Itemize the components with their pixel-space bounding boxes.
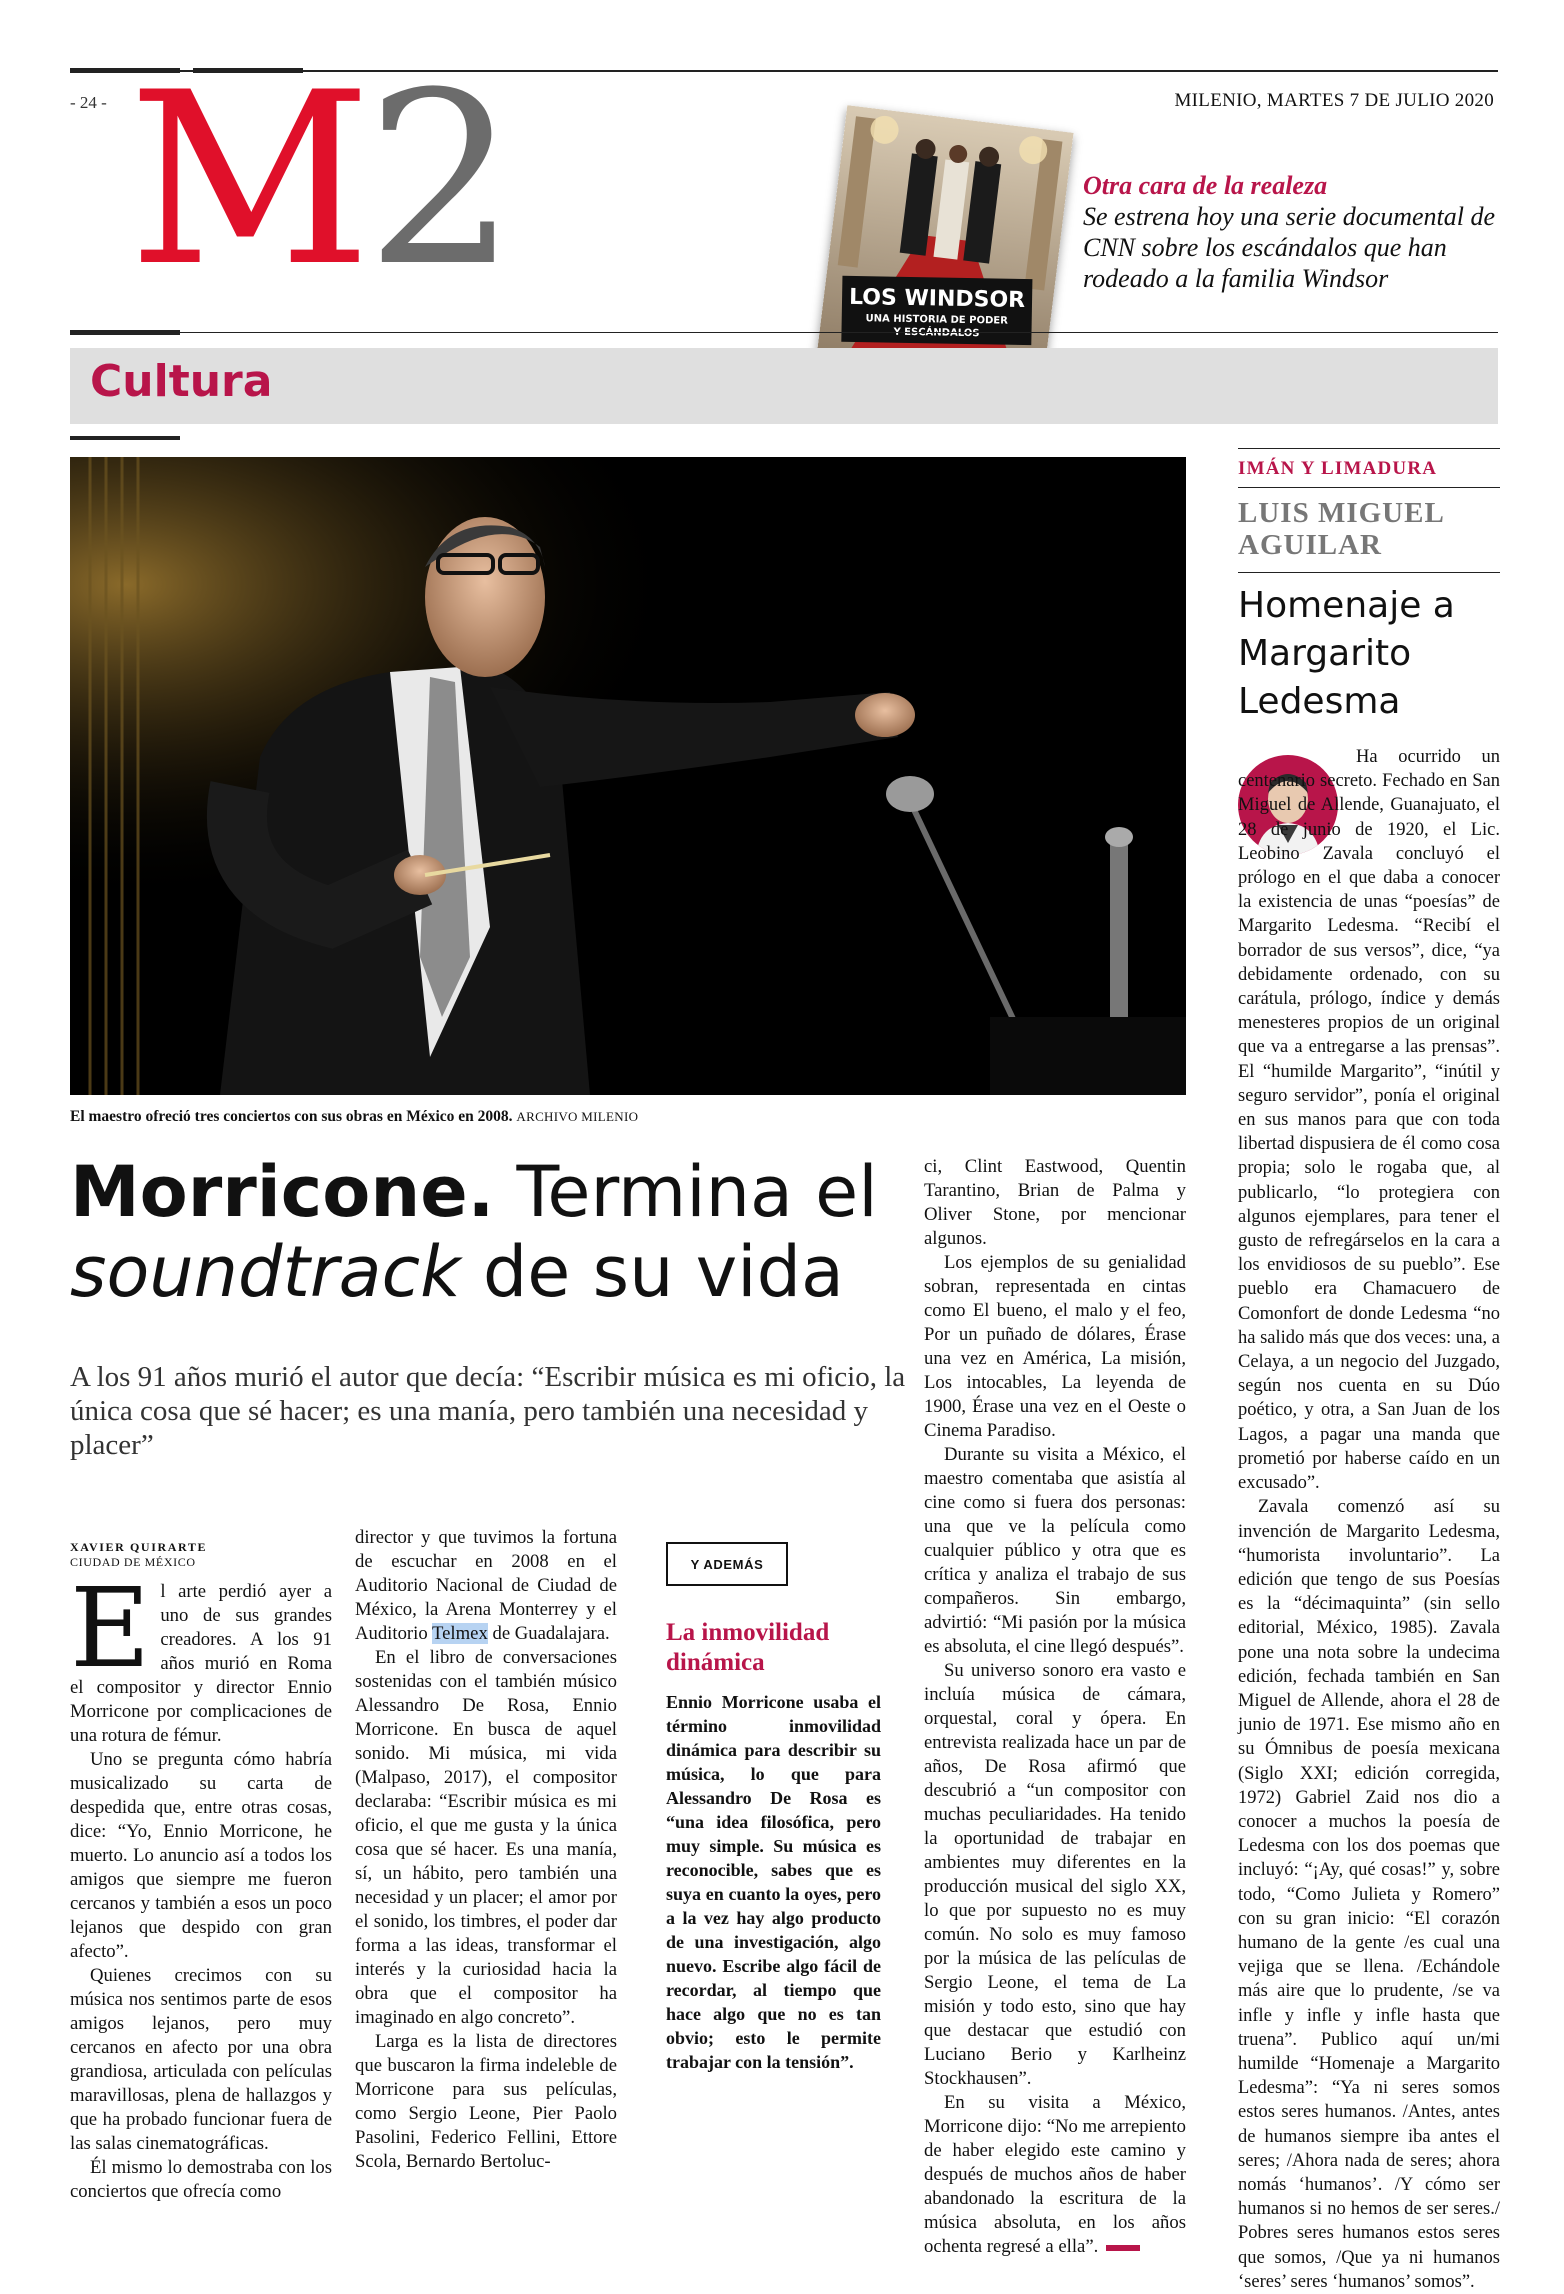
section-label: Cultura [90,356,273,407]
column-author: LUIS MIGUEL AGUILAR [1238,497,1444,561]
headline-rest-1: Termina el [516,1151,878,1233]
page-number: - 24 - [70,93,107,112]
sidebar-body: Ennio Morricone usaba el término inmovilidad dinámica para describir su música, lo que para Alessandro De Rosa es “una idea filosófica, pero muy simple. Su música es reconocible, sabes que es suya en cuanto la oyes, pero a la vez hay algo producto de una investigación, algo nuevo. Escribe algo fácil de recordar, al tiempo que hace algo que no es tan obvio; esto le permite trabajar con la tensión”. [666,1692,881,2072]
column-label-rule [1238,487,1500,488]
col3-paragraph-4: Su universo sonoro era vasto e incluía música de cámara, orquestal, coral y ópera. En entrevista realizada hace un par de años, De Rosa afirmó que descubrió a “un compositor con muchas peculiaridades. Ha tenido la oportunidad de trabajar en ambientes muy diferentes en la producción musical del siglo XX, lo que por supuesto no es muy común. No solo es muy famoso por la música de las películas de Sergio Leone, el tema de La misión y todo esto, sino que hay que destacar que estudió con Luciano Berio y Karlheinz Stockhausen”. [924,1660,1186,2089]
section-bottom-rule [70,436,180,440]
col3-paragraph-3: Durante su visita a México, el maestro comentaba que asistía al cine como si fuera dos personas: una que ve la película como cualquier público y otra que es crítica y analiza el trabajo de sus compañeros. Sin embargo, advirtió: “Mi pasión por la música es absoluta, el cine llegó después”. [924,1444,1186,1657]
byline: XAVIER QUIRARTE [70,1540,208,1554]
telmex-highlight[interactable]: Telmex [432,1623,488,1644]
teaser-kicker: Otra cara de la realeza [1083,171,1328,200]
col2-paragraph-2: En el libro de conversaciones sostenidas con el también músico Alessandro De Rosa, Ennio Morricone. En busca de aquel sonido. Mi música, mi vida (Malpaso, 2017), el compositor declaraba: “Escribir música es mi oficio, el que me gusta y la única cosa que sé hacer. Es una manía, sí, un hábito, pero también una necesidad y un placer; el amor por el sonido, los timbres, el poder dar forma a las ideas, transformar el interés y la curiosidad hacia la obra que el compositor ha imaginado en algo concreto”. [355,1647,617,2028]
col3-paragraph-5: En su visita a México, Morricone dijo: “No me arrepiento de haber elegido este camino y después de muchos años de haber abandonado la escritura de la música absoluta, en los años ochenta regresé a ella”. [924,2092,1186,2257]
issue-date: MILENIO, MARTES 7 DE JULIO 2020 [1174,90,1494,111]
y-ademas-badge: Y ADEMÁS [666,1542,788,1586]
teaser[interactable] [1083,170,1523,294]
col2-paragraph-1b: de Guadalajara. [492,1623,610,1644]
opinion-paragraph-1: Ha ocurrido un centenario secreto. Fechado en San Miguel de Allende, Guanajuato, el 28 de junio de 1920, el Lic. Leobino Zavala concluyó el prólogo en el que daba a conocer la existencia de unas “poesías” de Margarito Ledesma. “Recibí el borrador de sus versos”, dice, “ya debidamente ordenado, con su carátula, prólogo, índice y demás menesteres propios de un original que va a entregarse a las prensas”. El “humilde Margarito”, “inútil y seguro servidor”, ponía el original en sus manos para que con toda libertad dispusiera de él como cosa propia; solo le rogaba que, al publicarlo, “lo protegiera con algunos ejemplares, para tener el gusto de refregárselos en la cara a los envidiosos de su pueblo”. Ese pueblo era Chamacuero de Comonfort de donde Ledesma “no ha salido más que dos veces: una, a Celaya, a un negocio del Juzgado, según nos cuenta en su Dúo poético, y otra, a San Juan de los Lagos, a pagar una manda que prometió por haberse caído en un excusado”. [1238,747,1501,1494]
headline-italic: soundtrack [70,1231,461,1313]
masthead-bottom-thick [70,330,180,335]
column-label: IMÁN Y LIMADURA [1238,458,1438,479]
m2-logo [128,42,512,319]
cover-subtitle-1: UNA HISTORIA DE PODER [865,313,1008,327]
byline-city: CIUDAD DE MÉXICO [70,1555,196,1569]
article-column-2 [355,1526,617,2174]
cover-title: LOS WINDSOR [848,284,1026,313]
morricone-conducting-photo[interactable] [70,457,1186,1095]
col3-paragraph-1: ci, Clint Eastwood, Quentin Tarantino, Brian de Palma y Oliver Stone, por mencionar algunos. [924,1156,1186,1249]
photo-caption [70,1108,638,1126]
column-author-rule [1238,572,1500,573]
caption-text: El maestro ofreció tres conciertos con sus obras en México en 2008. [70,1108,513,1125]
end-mark [1106,2245,1140,2251]
col1-paragraph-1: l arte perdió ayer a uno de sus grandes creadores. A los 91 años murió en Roma el compositor y director Ennio Morricone por complicaciones de una rotura de fémur. [70,1581,332,1746]
col1-paragraph-4: Él mismo lo demostraba con los conciertos que ofrecía como [70,2157,332,2202]
headline-bold: Morricone. [70,1151,495,1233]
article-column-1 [70,1564,332,2204]
article-column-3 [924,1155,1186,2259]
logo-m: M [128,42,366,319]
logo-2: 2 [365,42,512,319]
masthead-bottom-rule [70,332,1498,333]
headline [70,1152,910,1312]
column-top-rule [1238,448,1500,449]
section-bar [70,348,1498,424]
col2-paragraph-3: Larga es la lista de directores que buscaron la firma indeleble de Morricone para sus películas, como Sergio Leone, Pier Paolo Pasolini, Federico Fellini, Ettore Scola, Bernardo Bertoluc- [355,2031,617,2172]
sidebar-title: La inmovilidad dinámica [666,1619,830,1676]
opinion-column-text [1238,745,1500,2294]
col1-paragraph-3: Quienes crecimos con su música nos sentimos parte de esos amigos lejanos, pero muy cercanos en afecto por una obra grandiosa, articulada con películas maravillosas, plena de hallazgos y que ha probado funcionar fuera de las salas cinematográficas. [70,1965,332,2154]
col3-paragraph-2: Los ejemplos de su genialidad sobran, representada en cintas como El bueno, el malo y el feo, Por un puñado de dólares, Érase una vez en América, La misión, Los intocables, La leyenda de 1900, Érase una vez en el Oeste o Cinema Paradiso. [924,1252,1186,1441]
column-title: Homenaje a Margarito Ledesma [1238,585,1455,722]
photo-credit: ARCHIVO MILENIO [516,1109,639,1124]
opinion-paragraph-2: Zavala comenzó así su invención de Margarito Ledesma, “humorista involuntario”. La edición que tengo de sus Poesías es la “décimaquinta” (sin sello editorial, México, 1985). Zavala pone una nota sobre la undecima edición, fechada también en San Miguel de Allende, ahora el 28 de junio de 1971. Ese mismo año en su Ómnibus de poesía mexicana (Siglo XXI; edición corregida, 1972) Gabriel Zaid nos dio a conocer a muchos la poesía de Ledesma con los dos poemas que incluyó: “¡Ay, qué cosas!” y, sobre todo, “Como Julieta y Romero” con su gran inicio: “El corazón humano de la gente /es cual una vejiga que se llena. /Echándole más aire que lo prudente, /se va infle y infle y infle hasta que truena”. Publico aquí un/mi humilde “Homenaje a Margarito Ledesma”: “Ya ni seres somos estos seres humanos. /Antes, antes de humanos siempre iba antes el seres; /Ahora nada de seres; ahora nomás ‘humanos’. /Y cómo ser humanos si no hemos de ser seres./ Pobres seres humanos estos seres que somos, /Que ya ni humanos ‘seres’ seres ‘humanos’ somos”. [1238,1497,1500,2292]
col1-paragraph-2: Uno se pregunta cómo habría musicalizado su carta de despedida que, entre otras cosas, dice: “Yo, Ennio Morricone, he muerto. Lo anuncio así a todos los amigos que siempre me fueron cercanos y también a esos un poco lejanos que despido con gran afecto”. [70,1749,332,1962]
col2-paragraph-1a: director y que tuvimos la fortuna de escuchar en 2008 en el Auditorio Nacional de Ciudad de México, la Arena Monterrey y el Auditorio [355,1527,617,1644]
dropcap: E [70,1564,151,1692]
deck: A los 91 años murió el autor que decía: “Escribir música es mi oficio, la única cosa que sé hacer; es una manía, pero también una necesidad y placer” [70,1361,906,1461]
headline-rest-2: de su vida [482,1231,844,1313]
teaser-text: Se estrena hoy una serie documental de CNN sobre los escándalos que han rodeado a la familia Windsor [1083,202,1496,293]
